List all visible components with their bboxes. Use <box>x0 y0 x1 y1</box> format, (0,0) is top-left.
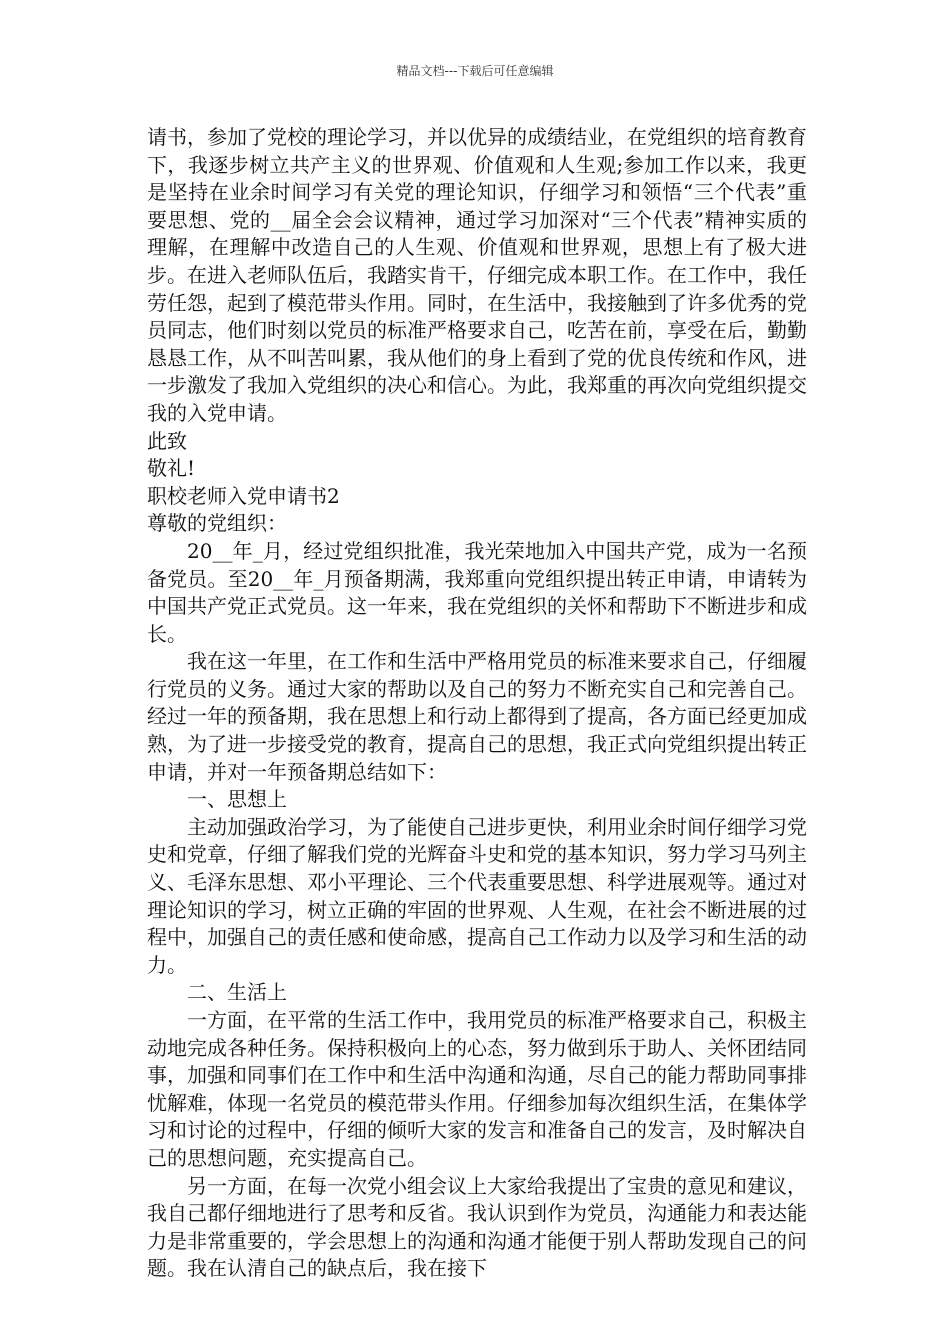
heading-life: 二、生活上 <box>187 980 287 1005</box>
document-body <box>147 124 807 1283</box>
page-header: 精品文档---下载后可任意编辑 <box>396 64 554 78</box>
paragraph-summary-intro: 我在这一年里，在工作和生活中严格用党员的标准来要求自己，仔细履行党员的义务。通过大家的帮助以及自己的努力不断充实自己和完善自己。经过一年的预备期，我在思想上和行动上都得到了提高，各方面已经更加成熟，为了进一步接受党的教育，提高自己的思想，我正式向党组织提出转正申请，并对一年预备期总结如下： <box>147 649 807 784</box>
heading-thought: 一、思想上 <box>187 787 287 812</box>
paragraph-thought: 主动加强政治学习，为了能使自己进步更快，利用业余时间仔细学习党史和党章，仔细了解我们党的光辉奋斗史和党的基本知识，努力学习马列主义、毛泽东思想、邓小平理论、三个代表重要思想、科学进展观等。通过对理论知识的学习，树立正确的牢固的世界观、人生观，在社会不断进展的过程中，加强自己的责任感和使命感，提高自己工作动力以及学习和生活的动力。 <box>147 814 807 977</box>
closing-regards: 敬礼! <box>147 456 196 481</box>
paragraph-life-1: 一方面，在平常的生活工作中，我用党员的标准严格要求自己，积极主动地完成各种任务。保持积极向上的心态，努力做到乐于助人、关怀团结同事，加强和同事们在工作中和生活中沟通和沟通，尽自己的能力帮助同事排忧解难，体现一名党员的模范带头作用。仔细参加每次组织生活，在集体学习和讨论的过程中，仔细的倾听大家的发言和准备自己的发言，及时解决自己的思想问题，充实提高自己。 <box>147 1008 807 1170</box>
paragraph-life-2: 另一方面，在每一次党小组会议上大家给我提出了宝贵的意见和建议，我自己都仔细地进行了思考和反省。我认识到作为党员，沟通能力和表达能力是非常重要的，学会思想上的沟通和沟通才能便于别人帮助发现自己的问题。我在认清自己的缺点后，我在接下 <box>147 1173 807 1281</box>
greeting: 尊敬的党组织： <box>147 511 287 536</box>
closing-salutation: 此致 <box>147 428 187 453</box>
section-title: 职校老师入党申请书2 <box>147 483 340 508</box>
paragraph-application-continuation: 请书，参加了党校的理论学习，并以优异的成绩结业，在党组织的培育教育下，我逐步树立共产主义的世界观、价值观和人生观;参加工作以来，我更是坚持在业余时间学习有关党的理论知识，仔细学习和领悟“三个代表”重要思想、党的__届全会会议精神，通过学习加深对“三个代表”精神实质的理解，在理解中改造自己的人生观、价值观和世界观，思想上有了极大进步。在进入老师队伍后，我踏实肯干，仔细完成本职工作。在工作中，我任劳任怨，起到了模范带头作用。同时，在生活中，我接触到了许多优秀的党员同志，他们时刻以党员的标准严格要求自己，吃苦在前，享受在后，勤勤恳恳工作，从不叫苦叫累，我从他们的身上看到了党的优良传统和作风，进一步激发了我加入党组织的决心和信心。为此，我郑重的再次向党组织提交我的入党申请。 <box>147 125 807 425</box>
paragraph-intro: 20__年_月，经过党组织批准，我光荣地加入中国共产党，成为一名预备党员。至20__年_月预备期满，我郑重向党组织提出转正申请，申请转为中国共产党正式党员。这一年来，我在党组织的关怀和帮助下不断进步和成长。 <box>147 538 807 646</box>
